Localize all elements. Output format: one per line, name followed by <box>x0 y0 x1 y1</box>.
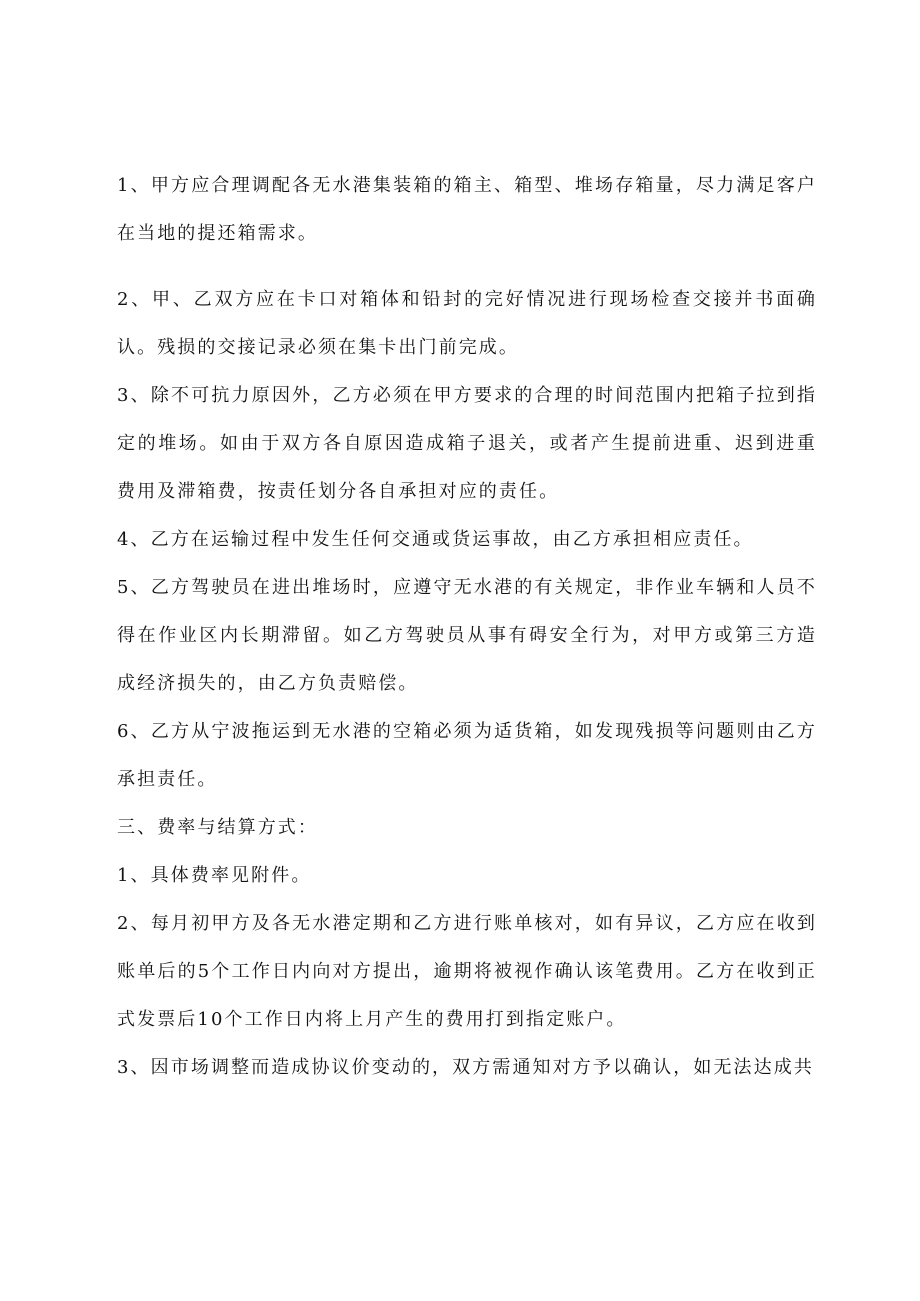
rates-clause-3: 3、因市场调整而造成协议价变动的，双方需通知对方予以确认，如无法达成共 <box>117 1057 814 1078</box>
clause-5-drivers: 5、乙方驾驶员在进出堆场时，应遵守无水港的有关规定，非作业车辆和人员不得在作业区内长期滞留。如乙方驾驶员从事有碍安全行为，对甲方或第三方造成经济损失的，由乙方负责赔偿。 <box>117 577 817 694</box>
clause-6-empty-containers: 6、乙方从宁波拖运到无水港的空箱必须为适货箱，如发现残损等问题则由乙方承担责任。 <box>117 721 817 790</box>
clause-1-allocation: 1、甲方应合理调配各无水港集装箱的箱主、箱型、堆场存箱量，尽力满足客户在当地的提还箱需求。 <box>117 175 817 244</box>
document-body <box>117 162 817 1092</box>
clause-2-handover: 2、甲、乙双方应在卡口对箱体和铅封的完好情况进行现场检查交接并书面确认。残损的交接记录必须在集卡出门前完成。 <box>117 289 817 358</box>
section-heading-rates: 三、费率与结算方式： <box>117 817 318 838</box>
clause-4-accidents: 4、乙方在运输过程中发生任何交通或货运事故，由乙方承担相应责任。 <box>117 529 754 550</box>
rates-clause-1: 1、具体费率见附件。 <box>117 865 312 886</box>
clause-3-delivery: 3、除不可抗力原因外，乙方必须在甲方要求的合理的时间范围内把箱子拉到指定的堆场。如由于双方各自原因造成箱子退关，或者产生提前进重、迟到进重费用及滞箱费，按责任划分各自承担对应的责任。 <box>117 385 817 502</box>
rates-clause-2: 2、每月初甲方及各无水港定期和乙方进行账单核对，如有异议，乙方应在收到账单后的5个工作日内向对方提出，逾期将被视作确认该笔费用。乙方在收到正式发票后10个工作日内将上月产生的费用打到指定账户。 <box>117 913 817 1030</box>
